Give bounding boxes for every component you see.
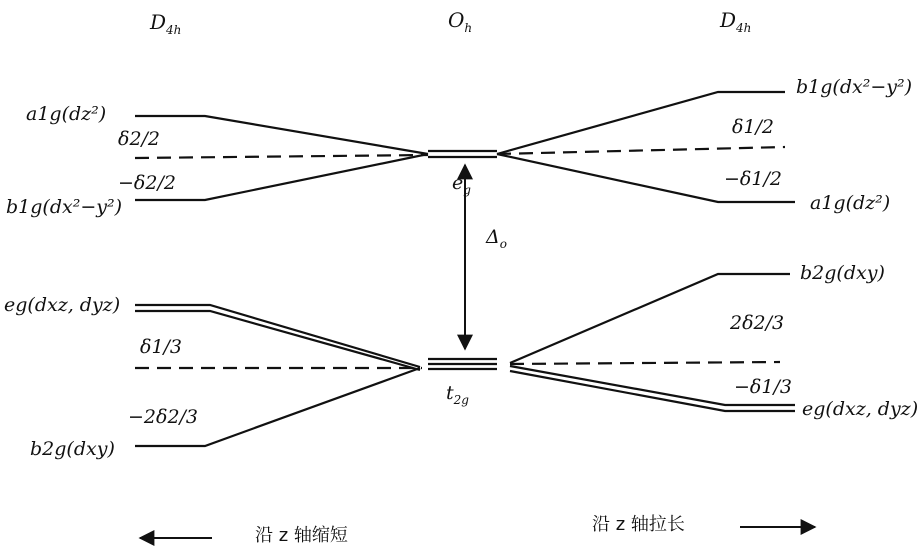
delta-o-label: $\Delta_o$ bbox=[486, 226, 507, 251]
elongation-caption: 沿 z 轴拉长 bbox=[592, 514, 685, 535]
right-b2g-label: b2g(dxy) bbox=[800, 262, 885, 284]
compression-caption: 沿 z 轴缩短 bbox=[255, 525, 348, 546]
right-b1g-label: b1g(dx²−y²) bbox=[796, 76, 913, 98]
left-b1g-label: b1g(dx²−y²) bbox=[6, 196, 123, 218]
right-2delta2-third-label: 2δ2/3 bbox=[730, 312, 785, 334]
left-eg-label: eg(dxz, dyz) bbox=[4, 294, 121, 316]
left-symmetry-header: $D_{4h}$ bbox=[150, 10, 182, 37]
oh-eg-label: $e_g$ bbox=[452, 172, 471, 197]
left-delta2-half-neg-label: −δ2/2 bbox=[118, 172, 176, 194]
right-neg-delta1-third-label: −δ1/3 bbox=[734, 376, 792, 398]
left-a1g-label: a1g(dz²) bbox=[26, 103, 107, 125]
left-b2g-label: b2g(dxy) bbox=[30, 438, 115, 460]
right-eg-label: eg(dxz, dyz) bbox=[802, 398, 919, 420]
right-delta1-half-pos-label: δ1/2 bbox=[732, 116, 775, 138]
left-b1g-level bbox=[135, 154, 428, 200]
right-a1g-label: a1g(dz²) bbox=[810, 192, 891, 214]
right-symmetry-header: $D_{4h}$ bbox=[720, 8, 752, 35]
left-delta1-third-label: δ1/3 bbox=[140, 336, 183, 358]
left-a1g-level bbox=[135, 116, 428, 154]
left-neg-2delta2-third-label: −2δ2/3 bbox=[128, 406, 199, 428]
left-delta2-half-pos-label: δ2/2 bbox=[118, 128, 161, 150]
right-delta1-half-neg-label: −δ1/2 bbox=[724, 168, 782, 190]
right-t2g-center-dashed bbox=[510, 362, 780, 364]
center-symmetry-header: $O_h$ bbox=[448, 8, 473, 35]
left-eg-center-dashed bbox=[135, 155, 428, 158]
right-eg-center-dashed bbox=[497, 147, 785, 154]
oh-t2g-label: $t_{2g}$ bbox=[446, 382, 469, 407]
